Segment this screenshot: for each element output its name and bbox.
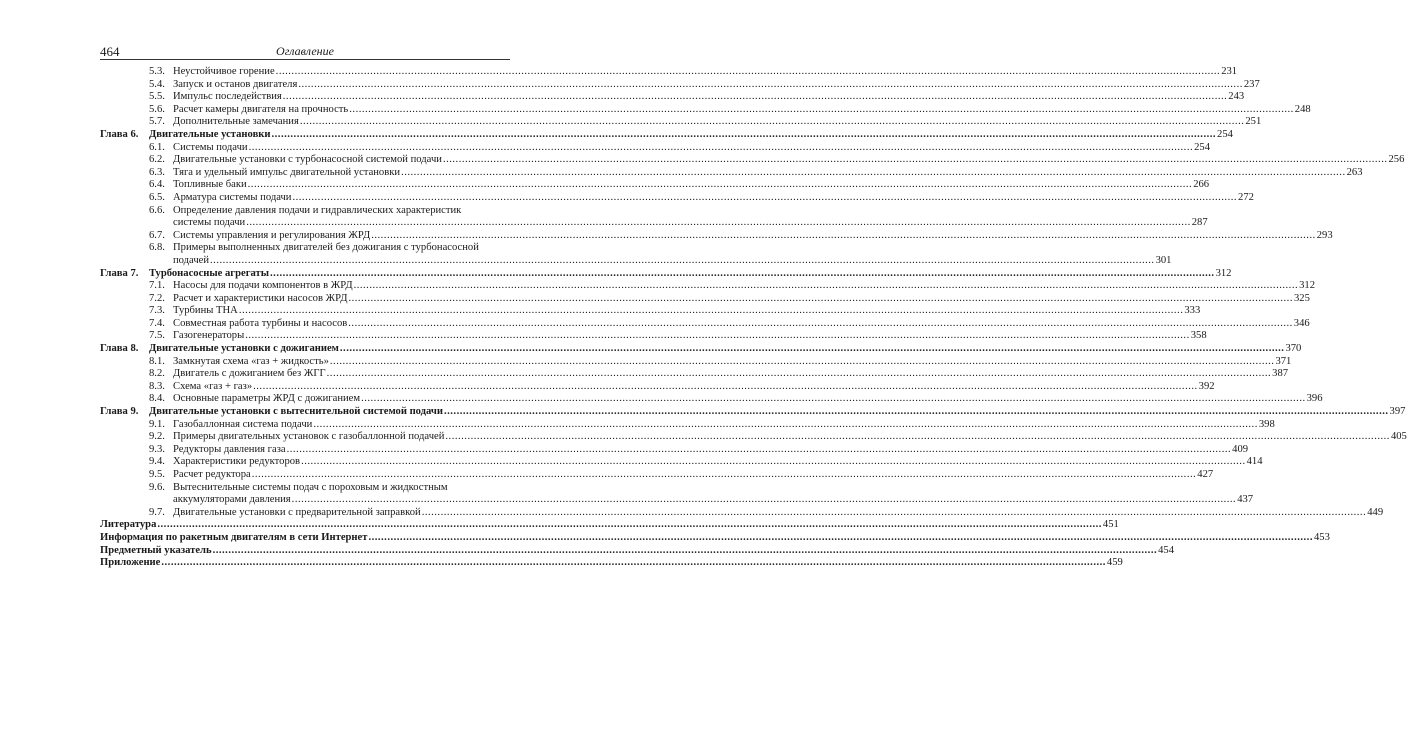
toc-entry-title: Двигательные установки с турбонасосной системой подачи [173, 154, 442, 166]
toc-chapter-row [100, 267, 1232, 281]
toc-page-number: 451 [1102, 519, 1119, 531]
toc-entry-title: Системы управления и регулирования ЖРД [173, 229, 371, 241]
toc-page-number: 459 [1106, 557, 1123, 569]
toc-entry-row [100, 292, 1310, 306]
toc-top-row [100, 544, 1174, 558]
toc-entry-row [100, 456, 1263, 469]
toc-entry-title: системы подачи [173, 217, 246, 229]
dot-leader: ............................................................................................................................................................................................................................................................................................................ [210, 254, 1155, 266]
toc-entry-title: аккумуляторами давления [173, 494, 291, 506]
toc-entry-title: Дополнительные замечания [173, 116, 299, 128]
toc-page-number: 325 [1293, 292, 1310, 304]
toc-page-number: 287 [1191, 217, 1208, 229]
toc-entry-row [100, 280, 1315, 293]
toc-page-number: 237 [1243, 78, 1260, 90]
dot-leader: ............................................................................................................................................................................................................................................................................................................ [368, 531, 1313, 543]
dot-leader: ............................................................................................................................................................................................................................................................................................................ [421, 506, 1367, 518]
dot-leader: ............................................................................................................................................................................................................................................................................................................ [349, 103, 1294, 115]
toc-page-number: 453 [1313, 531, 1330, 543]
toc-entry-row [100, 355, 1292, 369]
toc-entry-row [100, 217, 1208, 230]
toc-entry-title: Двигатель с дожиганием без ЖГГ [173, 368, 326, 380]
toc-page-number: 346 [1293, 317, 1310, 329]
toc-entry-title: Арматура системы подачи [173, 191, 292, 203]
dot-leader: ............................................................................................................................................................................................................................................................................................................ [291, 494, 1237, 506]
dot-leader: ............................................................................................................................................................................................................................................................................................................ [361, 393, 1306, 405]
dot-leader: ............................................................................................................................................................................................................................................................................................................ [248, 141, 1194, 153]
dot-leader: ............................................................................................................................................................................................................................................................................................................ [275, 66, 1221, 77]
toc-page-number: 398 [1258, 418, 1275, 430]
toc-entry-number: Глава 6. [100, 128, 139, 140]
toc-page-number: 254 [1194, 141, 1210, 153]
toc-entry-row [100, 179, 1210, 192]
toc-entry-row [100, 205, 510, 218]
toc-entry-title: Тяга и удельный импульс двигательной установки [173, 166, 401, 178]
toc-entry-title: Схема «газ + газ» [173, 380, 253, 392]
toc-page-number: 454 [1158, 544, 1174, 556]
dot-leader: ............................................................................................................................................................................................................................................................................................................ [442, 154, 1388, 166]
toc-entry-title: Двигательные установки с вытеснительной системой подачи [149, 406, 443, 418]
toc-page-number: 397 [1389, 406, 1406, 418]
dot-leader: ............................................................................................................................................................................................................................................................................................................ [157, 519, 1102, 531]
toc-entry-title: Импульс последействия [173, 91, 282, 103]
toc-entry-title: Расчет редуктора [173, 469, 251, 480]
page-number: 464 [100, 44, 120, 59]
toc-entry-title: Приложение [100, 557, 161, 569]
toc-entry-number: 6.8. [149, 242, 165, 254]
toc-entry-number: 5.7. [149, 116, 165, 128]
toc-entry-row [100, 305, 1201, 318]
toc-entry-number: 7.1. [149, 280, 165, 292]
toc-entry-number: 8.2. [149, 368, 165, 380]
dot-leader: ............................................................................................................................................................................................................................................................................................................ [238, 305, 1184, 317]
toc-page-number: 251 [1245, 116, 1262, 128]
dot-leader: ............................................................................................................................................................................................................................................................................................................ [445, 431, 1390, 443]
dot-leader: ............................................................................................................................................................................................................................................................................................................ [298, 78, 1243, 90]
toc-entry-number: 7.4. [149, 317, 165, 329]
toc-page-number: 427 [1197, 469, 1214, 480]
toc-entry-title: Редукторы давления газа [173, 443, 286, 455]
toc-entry-title: Газогенераторы [173, 330, 245, 342]
toc-entry-row [100, 443, 1249, 457]
dot-leader: ............................................................................................................................................................................................................................................................................................................ [301, 456, 1246, 468]
dot-leader: ............................................................................................................................................................................................................................................................................................................ [339, 343, 1285, 355]
toc-top-row [100, 557, 1123, 570]
toc-page-number: 254 [1217, 128, 1233, 140]
dot-leader: ............................................................................................................................................................................................................................................................................................................ [251, 469, 1197, 480]
toc-entry-row [100, 482, 510, 495]
toc-entry-title: Примеры двигательных установок с газобаллонной подачей [173, 431, 445, 443]
toc-entry-number: 9.4. [149, 456, 165, 468]
toc-entry-number: 6.3. [149, 166, 165, 178]
toc-entry-number: 5.4. [149, 78, 165, 90]
toc-entry-row [100, 494, 1254, 507]
toc-entry-title: Газобаллонная система подачи [173, 418, 313, 430]
toc-entry-title: Турбины ТНА [173, 305, 238, 317]
toc-top-row [100, 519, 1119, 532]
toc-entry-title: Совместная работа турбины и насосов [173, 317, 348, 329]
toc-page-number: 333 [1184, 305, 1201, 317]
toc-entry-number: 9.2. [149, 431, 165, 443]
dot-leader: ............................................................................................................................................................................................................................................................................................................ [253, 380, 1198, 392]
toc-page-number: 301 [1155, 254, 1172, 266]
toc-entry-row [100, 66, 1238, 79]
dot-leader: ............................................................................................................................................................................................................................................................................................................ [271, 128, 1217, 140]
toc-page-number: 387 [1272, 368, 1289, 380]
toc-entry-row [100, 242, 510, 255]
toc-entry-title: Системы подачи [173, 141, 248, 153]
toc-entry-row [100, 330, 1207, 343]
toc-entry-row [100, 103, 1311, 117]
toc-top-row [100, 531, 1330, 545]
toc-page-number: 312 [1299, 280, 1315, 292]
toc-entry-number: 6.2. [149, 154, 165, 166]
toc-entry-title: Характеристики редукторов [173, 456, 301, 468]
toc-entry-number: 5.6. [149, 103, 165, 115]
toc-page-number: 248 [1294, 103, 1311, 115]
toc-chapter-row [100, 128, 1233, 142]
dot-leader: ............................................................................................................................................................................................................................................................................................................ [348, 317, 1293, 329]
toc-entry-number: 6.4. [149, 179, 165, 191]
toc-entry-number: 8.3. [149, 380, 165, 392]
toc-entry-number: 5.3. [149, 66, 165, 77]
toc-entry-number: 6.5. [149, 191, 165, 203]
toc-page-number: 256 [1388, 154, 1405, 166]
toc-entry-row [100, 191, 1254, 205]
toc-page-number: 263 [1346, 166, 1363, 178]
toc-chapter-row [100, 406, 1406, 419]
toc-entry-row [100, 506, 1384, 520]
toc-page-number: 405 [1390, 431, 1407, 443]
toc-entry-title: Литература [100, 519, 157, 531]
toc-entry-title: Замкнутая схема «газ + жидкость» [173, 355, 329, 367]
toc-entry-row [100, 254, 1172, 268]
toc-entry-number: 8.4. [149, 393, 165, 405]
toc-entry-title: Неустойчивое горение [173, 66, 275, 77]
toc-entry-row [100, 368, 1289, 381]
dot-leader: ............................................................................................................................................................................................................................................................................................................ [329, 355, 1275, 367]
toc-entry-row [100, 154, 1405, 167]
toc-entry-title: Расчет и характеристики насосов ЖРД [173, 292, 348, 304]
dot-leader: ............................................................................................................................................................................................................................................................................................................ [212, 544, 1158, 556]
toc-page-number: 266 [1193, 179, 1210, 191]
toc-entry-number: Глава 9. [100, 406, 139, 418]
toc-page-number: 414 [1246, 456, 1263, 468]
toc-entry-row [100, 317, 1310, 331]
toc-entry-number: 5.5. [149, 91, 165, 103]
toc-entry-row [100, 166, 1363, 180]
toc-entry-number: Глава 7. [100, 267, 139, 279]
toc-page-number: 293 [1316, 229, 1333, 241]
running-header [100, 44, 510, 64]
toc-entry-number: 6.1. [149, 141, 165, 153]
toc-entry-row [100, 431, 1407, 444]
dot-leader: ............................................................................................................................................................................................................................................................................................................ [371, 229, 1316, 241]
dot-leader: ............................................................................................................................................................................................................................................................................................................ [326, 368, 1272, 380]
toc-entry-number: 6.7. [149, 229, 165, 241]
dot-leader: ............................................................................................................................................................................................................................................................................................................ [443, 406, 1389, 418]
toc-page-number: 272 [1238, 191, 1254, 203]
dot-leader: ............................................................................................................................................................................................................................................................................................................ [247, 179, 1193, 191]
toc-page-number: 396 [1306, 393, 1323, 405]
dot-leader: ............................................................................................................................................................................................................................................................................................................ [353, 280, 1299, 292]
dot-leader: ............................................................................................................................................................................................................................................................................................................ [245, 330, 1190, 342]
toc-entry-row [100, 116, 1262, 129]
dot-leader: ............................................................................................................................................................................................................................................................................................................ [270, 267, 1215, 279]
toc-entry-number: 9.6. [149, 481, 165, 493]
toc-entry-title: Определение давления подачи и гидравлических характеристик [173, 204, 462, 216]
toc-entry-number: 9.1. [149, 418, 165, 430]
toc-page-number: 312 [1215, 267, 1232, 279]
toc-page-number: 409 [1232, 443, 1249, 455]
toc-entry-number: Глава 8. [100, 343, 139, 355]
toc-entry-number: 6.6. [149, 204, 165, 216]
dot-leader: ............................................................................................................................................................................................................................................................................................................ [299, 116, 1245, 128]
toc-entry-title: Примеры выполненных двигателей без дожигания с турбонасосной [173, 242, 479, 254]
toc-entry-row [100, 91, 1245, 104]
dot-leader: ............................................................................................................................................................................................................................................................................................................ [292, 191, 1238, 203]
toc-entry-number: 8.1. [149, 355, 165, 367]
table-of-contents [100, 66, 1407, 570]
toc-page-number: 437 [1237, 494, 1254, 506]
toc-entry-title: подачей [173, 254, 210, 266]
toc-page-number: 449 [1367, 506, 1384, 518]
toc-entry-row [100, 380, 1215, 394]
toc-entry-title: Насосы для подачи компонентов в ЖРД [173, 280, 353, 292]
toc-entry-number: 9.7. [149, 506, 165, 518]
toc-entry-title: Расчет камеры двигателя на прочность [173, 103, 349, 115]
toc-entry-title: Топливные баки [173, 179, 247, 191]
dot-leader: ............................................................................................................................................................................................................................................................................................................ [348, 292, 1293, 304]
toc-entry-title: Запуск и останов двигателя [173, 78, 298, 90]
dot-leader: ............................................................................................................................................................................................................................................................................................................ [282, 91, 1228, 103]
toc-entry-title: Турбонасосные агрегаты [149, 267, 270, 279]
toc-entry-title: Основные параметры ЖРД с дожиганием [173, 393, 361, 405]
toc-entry-number: 7.2. [149, 292, 165, 304]
toc-entry-number: 9.5. [149, 469, 165, 480]
toc-page-number: 358 [1190, 330, 1207, 342]
toc-entry-title: Информация по ракетным двигателям в сети Интернет [100, 531, 368, 543]
toc-page-number: 231 [1221, 66, 1238, 77]
toc-page-number: 371 [1275, 355, 1292, 367]
toc-entry-number: 7.5. [149, 330, 165, 342]
toc-entry-row [100, 393, 1323, 406]
toc-entry-title: Предметный указатель [100, 544, 212, 556]
toc-page-number: 370 [1285, 343, 1302, 355]
toc-entry-row [100, 469, 1214, 482]
header-rule [100, 59, 510, 60]
toc-entry-title: Двигательные установки с предварительной заправкой [173, 506, 421, 518]
toc-entry-title: Вытеснительные системы подач с пороховым и жидкостным [173, 481, 448, 493]
toc-entry-row [100, 78, 1260, 92]
dot-leader: ............................................................................................................................................................................................................................................................................................................ [161, 557, 1106, 569]
dot-leader: ............................................................................................................................................................................................................................................................................................................ [401, 166, 1346, 178]
toc-entry-title: Двигательные установки с дожиганием [149, 343, 339, 355]
toc-page-number: 243 [1228, 91, 1245, 103]
toc-entry-row [100, 229, 1333, 243]
dot-leader: ............................................................................................................................................................................................................................................................................................................ [246, 217, 1191, 229]
dot-leader: ............................................................................................................................................................................................................................................................................................................ [313, 418, 1258, 430]
toc-page-number: 392 [1198, 380, 1215, 392]
toc-chapter-row [100, 343, 1302, 356]
toc-entry-row [100, 418, 1275, 432]
toc-entry-row [100, 141, 1210, 155]
dot-leader: ............................................................................................................................................................................................................................................................................................................ [286, 443, 1232, 455]
toc-entry-number: 9.3. [149, 443, 165, 455]
header-title: Оглавление [276, 44, 334, 58]
toc-entry-number: 7.3. [149, 305, 165, 317]
toc-entry-title: Двигательные установки [149, 128, 271, 140]
